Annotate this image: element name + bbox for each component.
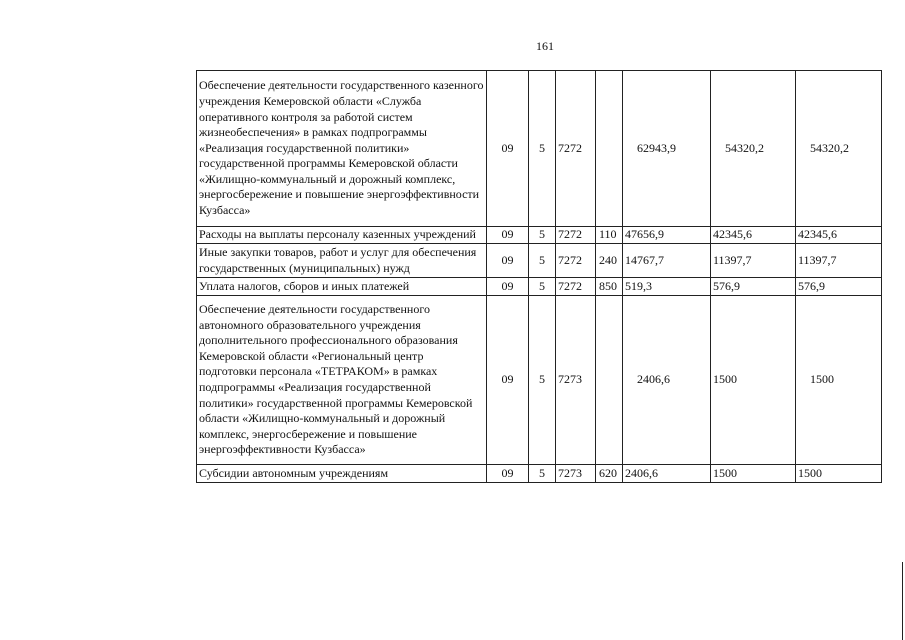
row-description: Обеспечение деятельности государственного казенного учреждения Кемеровской области «Служба оперативного контроля за работой систем жизнеобеспечения» в рамках подпрограммы «Реализация государственной политики» государственной программы Кемеровской области «Жилищно-коммунальный и дорожный комплекс, энергосбережение и повышение энергоэффективности Кузбасса» xyxy=(197,71,487,227)
year1-amount: 14767,7 xyxy=(623,244,711,278)
year3-amount: 54320,2 xyxy=(796,71,882,227)
year1-amount: 2406,6 xyxy=(623,465,711,483)
year2-amount: 576,9 xyxy=(711,278,796,296)
year3-amount: 1500 xyxy=(796,296,882,465)
year2-amount: 1500 xyxy=(711,296,796,465)
year3-amount: 11397,7 xyxy=(796,244,882,278)
budget-table xyxy=(196,70,882,483)
table-row xyxy=(197,71,882,227)
subprogram-code: 5 xyxy=(529,71,556,227)
section-code: 09 xyxy=(487,244,529,278)
table-row xyxy=(197,278,882,296)
table-row xyxy=(197,465,882,483)
section-code: 09 xyxy=(487,278,529,296)
year3-amount: 1500 xyxy=(796,465,882,483)
year1-amount: 2406,6 xyxy=(623,296,711,465)
section-code: 09 xyxy=(487,227,529,244)
year1-amount: 47656,9 xyxy=(623,227,711,244)
subprogram-code: 5 xyxy=(529,296,556,465)
target-code: 7273 xyxy=(556,296,596,465)
expense-type-code: 620 xyxy=(596,465,623,483)
section-code: 09 xyxy=(487,296,529,465)
expense-type-code: 110 xyxy=(596,227,623,244)
page-number: 161 xyxy=(536,39,554,53)
year2-amount: 54320,2 xyxy=(711,71,796,227)
target-code: 7272 xyxy=(556,278,596,296)
target-code: 7272 xyxy=(556,244,596,278)
year2-amount: 11397,7 xyxy=(711,244,796,278)
expense-type-code: 850 xyxy=(596,278,623,296)
row-description: Иные закупки товаров, работ и услуг для обеспечения государственных (муниципальных) нужд xyxy=(197,244,487,278)
subprogram-code: 5 xyxy=(529,465,556,483)
section-code: 09 xyxy=(487,465,529,483)
year3-amount: 42345,6 xyxy=(796,227,882,244)
target-code: 7272 xyxy=(556,227,596,244)
table-row xyxy=(197,296,882,465)
section-code: 09 xyxy=(487,71,529,227)
year2-amount: 1500 xyxy=(711,465,796,483)
subprogram-code: 5 xyxy=(529,244,556,278)
row-description: Уплата налогов, сборов и иных платежей xyxy=(197,278,487,296)
table-row xyxy=(197,227,882,244)
target-code: 7272 xyxy=(556,71,596,227)
year1-amount: 519,3 xyxy=(623,278,711,296)
target-code: 7273 xyxy=(556,465,596,483)
year2-amount: 42345,6 xyxy=(711,227,796,244)
expense-type-code xyxy=(596,296,623,465)
subprogram-code: 5 xyxy=(529,227,556,244)
expense-type-code: 240 xyxy=(596,244,623,278)
row-description: Расходы на выплаты персоналу казенных учреждений xyxy=(197,227,487,244)
year3-amount: 576,9 xyxy=(796,278,882,296)
row-description: Обеспечение деятельности государственного автономного образовательного учреждения дополнительного профессионального образования Кемеровской области «Региональный центр подготовки персонала «ТЕТРАКОМ» в рамках подпрограммы «Реализация государственной политики» государственной программы Кемеровской области «Жилищно-коммунальный и дорожный комплекс, энергосбережение и повышение энергоэффективности Кузбасса» xyxy=(197,296,487,465)
row-description: Субсидии автономным учреждениям xyxy=(197,465,487,483)
expense-type-code xyxy=(596,71,623,227)
page-edge-divider xyxy=(902,562,903,640)
year1-amount: 62943,9 xyxy=(623,71,711,227)
table-row xyxy=(197,244,882,278)
subprogram-code: 5 xyxy=(529,278,556,296)
